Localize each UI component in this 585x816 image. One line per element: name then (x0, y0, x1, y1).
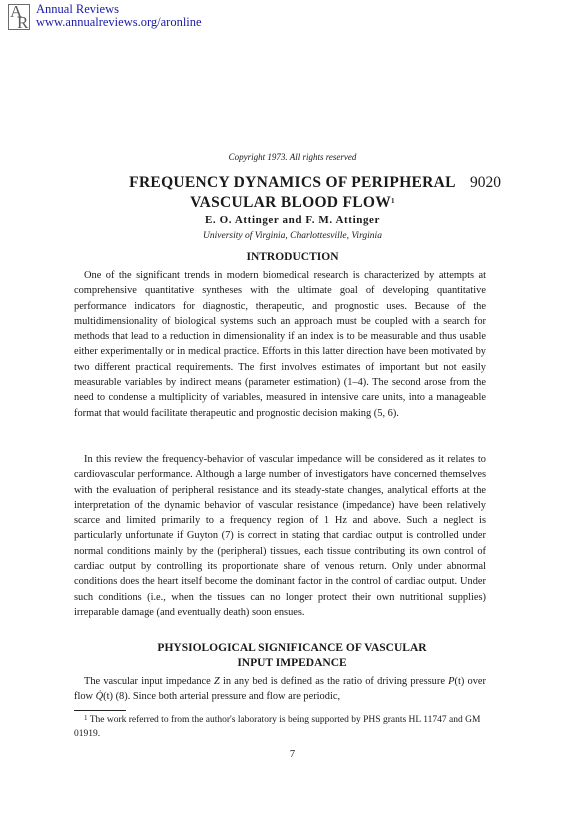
page-number: 7 (289, 749, 296, 760)
copyright-notice: Copyright 1973. All rights reserved (228, 152, 357, 162)
footnote-mark: 1 (84, 714, 88, 722)
title-line-1: FREQUENCY DYNAMICS OF PERIPHERAL (129, 174, 456, 191)
footnote: $^1$ The work referred to from the author's laboratory is being supported by PHS grants HL 11747 and GM 01919. (74, 714, 481, 739)
title-line-2: VASCULAR BLOOD FLOW$^1$ (190, 194, 395, 211)
affiliation: University of Virginia, Charlottesville, Virginia (203, 231, 382, 241)
title-footnote-mark: 1 (391, 197, 395, 205)
section-heading-physiological-significance: PHYSIOLOGICAL SIGNIFICANCE OF VASCULAR INPUT IMPEDANCE (157, 642, 427, 669)
paragraph-3: The vascular input impedance Z in any bed is defined as the ratio of driving pressure P(t) over flow Q̇(t) (8). Since both arterial pressure and flow are periodic, (74, 676, 486, 703)
header-text (36, 3, 202, 29)
publisher-url-link[interactable]: www.annualreviews.org/aronline (36, 15, 202, 29)
article-number: 9020 (470, 174, 501, 191)
annual-reviews-logo-icon: A R (10, 2, 29, 32)
paragraph-1: One of the significant trends in modern biomedical research is characterized by attempts at comprehensive quantitative syntheses with the ultimate goal of developing quantitative performance indicators for diagnostic, therapeutic, and prognostic uses. Because of the multidimensionality of biological systems such an approach must be coupled with a search for methods that lead to a reduction in dimensionality if an index is to be measurable and thus usable either experimentally or in medical practice. Efforts in this latter direction have been motivated by two different practical requirements. The first involves estimates of important but not easily measurable variables by indirect means (parameter estimation) (1–4). The second arose from the need to condense a multiplicity of variables, measured in intensive care units, into a manageable format that would facilitate therapeutic and prognostic decision making (5, 6). (74, 270, 486, 419)
paragraph-2: In this review the frequency-behavior of vascular impedance will be considered as it relates to cardiovascular performance. Although a large number of investigators have concerned themselves with the evaluation of peripheral resistance and its steady-state changes, analytical efforts at the interpretation of the dynamic behavior of vascular resistance (impedance) have been relatively scarce and limited primarily to a frequency region of 1 Hz and above. Such a neglect is particularly unfortunate if Guyton (7) is correct in stating that cardiac output is controlled under normal conditions mainly by the (peripheral) tissues, each tissue contributing its own control of cardiac output by controlling its proportionate share of venous return. Only under abnormal conditions does the heart itself become the dominant factor in the control of cardiac output. Under such conditions (i.e., when the tissues can no longer protect their own nutritional supplies) irreparable damage (and eventually death) soon ensues. (74, 454, 486, 618)
authors: E. O. Attinger and F. M. Attinger (204, 214, 381, 226)
section-heading-introduction: INTRODUCTION (246, 251, 339, 263)
footnote-divider (74, 710, 126, 711)
publisher-name: Annual Reviews (36, 2, 119, 16)
